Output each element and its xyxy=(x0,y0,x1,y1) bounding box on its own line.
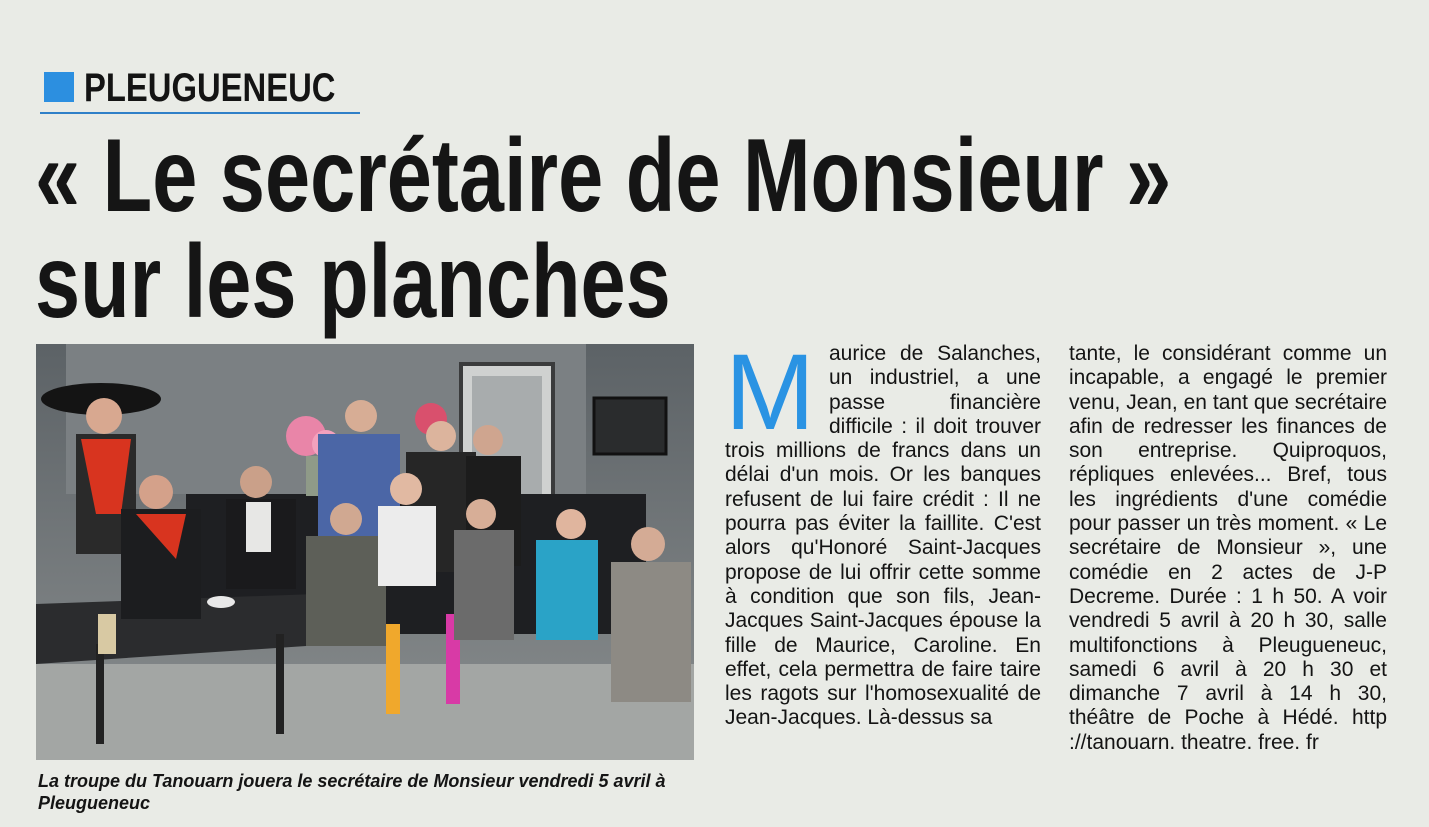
article-headline xyxy=(35,118,1172,340)
section-kicker xyxy=(40,62,360,114)
kicker-label: PLEUGUENEUC xyxy=(84,66,336,110)
article-column-1 xyxy=(725,331,1041,731)
troupe-photo-illustration xyxy=(36,344,694,760)
photo-caption: La troupe du Tanouarn jouera le secrétaire de Monsieur vendredi 5 avril à Pleugueneuc xyxy=(38,771,666,813)
kicker-square-icon xyxy=(44,72,74,102)
article-column-2: tante, le considérant comme un incapable, a engagé le premier venu, Jean, en tant que secrétaire afin de redresser les finances de son entreprise. Quiproquos, répliques enlevées... Bref, tous les ingrédients d'une comédie pour passer un très moment. « Le secrétaire de Monsieur », une comédie en 2 actes de J-P Decreme. Durée : 1 h 50. A voir vendredi 5 avril à 20 h 30, salle multifonctions à Pleugueneuc, samedi 6 avril à 20 h 30 et dimanche 7 avril à 14 h 30, théâtre de Poche à Hédé. http ://tanouarn. theatre. free. fr xyxy=(1069,342,1387,754)
headline-line-2: sur les planches xyxy=(35,224,671,340)
dropcap-letter: M xyxy=(725,331,815,452)
troupe-photo xyxy=(36,344,694,760)
article-column-1-text: aurice de Salanches, un industriel, a une passe financière difficile : il doit trouver trois millions de francs dans un délai d'un mois. Or les banques refusent de lui faire crédit : Il ne pourra pas éviter la faillite. C'est alors qu'Honoré Saint-Jacques propose de lui offrir cette somme à condition que son fils, Jean-Jacques Saint-Jacques épouse la fille de Maurice, Caroline. En effet, cela permettra de faire taire les ragots sur l'homosexualité de Jean-Jacques. Là-dessus sa xyxy=(725,342,1041,730)
headline-line-1: « Le secrétaire de Monsieur » xyxy=(35,118,1172,234)
